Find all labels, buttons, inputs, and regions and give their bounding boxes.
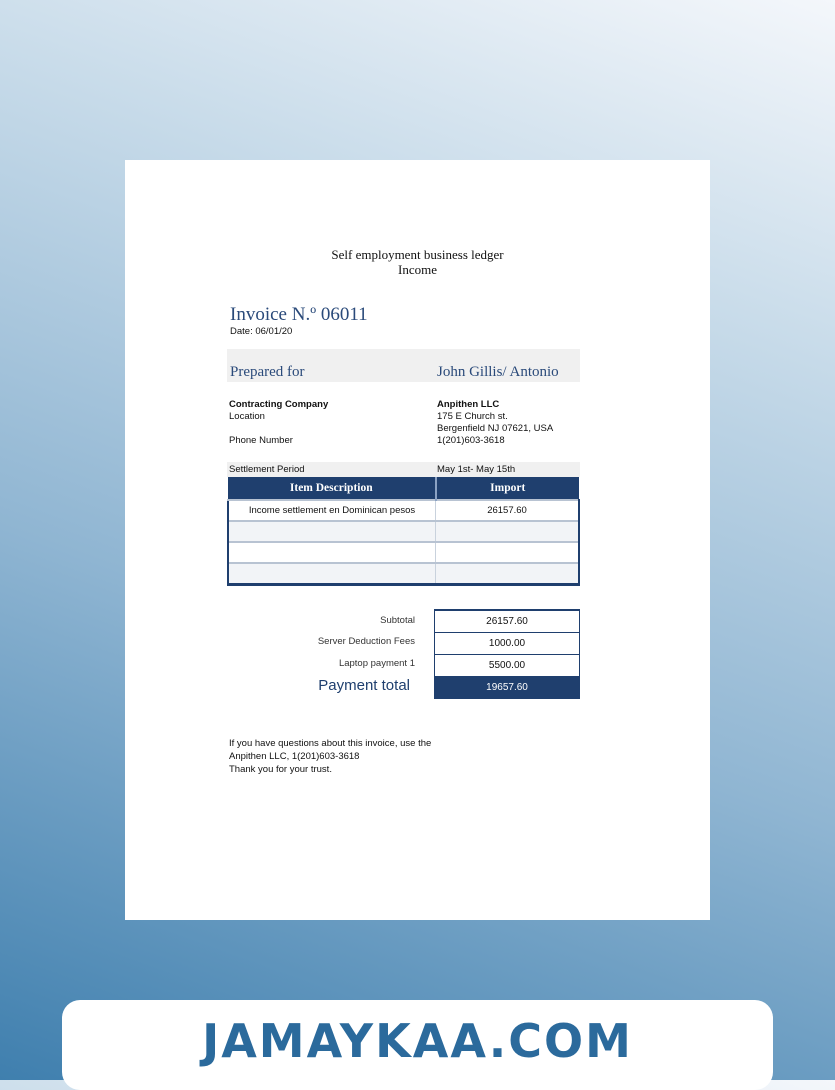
laptop-payment-row: [435, 655, 580, 677]
item-import-cell: [436, 542, 580, 563]
server-deduction-value: 1000.00: [435, 633, 580, 655]
settlement-period-label: Settlement Period: [229, 464, 305, 475]
item-description-cell: [228, 542, 436, 563]
invoice-number-title: Invoice N.º 06011: [230, 304, 368, 325]
company-name: Anpithen LLC: [437, 399, 500, 410]
invoice-note: [229, 737, 431, 776]
invoice-date: Date: 06/01/20: [230, 326, 293, 337]
invoice-document: [125, 160, 710, 920]
subtotal-row: [435, 610, 580, 633]
company-phone: 1(201)603-3618: [437, 435, 505, 446]
prepared-for-label: Prepared for: [230, 364, 305, 380]
company-address-line2: Bergenfield NJ 07621, USA: [437, 423, 554, 434]
prepared-for-name: John Gillis/ Antonio: [437, 364, 559, 380]
items-header-row: [228, 477, 579, 500]
note-line: Thank you for your trust.: [229, 764, 332, 775]
laptop-payment-value: 5500.00: [435, 655, 580, 677]
brand-logo-text: JAMAYKAA.COM: [202, 1014, 633, 1068]
server-deduction-row: [435, 633, 580, 655]
items-table: [227, 477, 580, 586]
header-import: Import: [436, 477, 580, 500]
company-address-line1: 175 E Church st.: [437, 411, 508, 422]
location-label: Location: [229, 411, 265, 422]
payment-total-row: [435, 677, 580, 699]
item-description-cell: [228, 521, 436, 542]
item-import-cell: [436, 521, 580, 542]
note-line: If you have questions about this invoice, use the: [229, 738, 432, 749]
contracting-company-label: Contracting Company: [229, 399, 329, 410]
laptop-payment-label: Laptop payment 1: [338, 658, 415, 669]
note-line: Anpithen LLC, 1(201)603-3618: [229, 751, 360, 762]
phone-number-label: Phone Number: [229, 435, 293, 446]
subtotal-label: Subtotal: [380, 615, 415, 626]
payment-total-value: 19657.60: [435, 677, 580, 699]
document-title: Self employment business ledger: [331, 247, 504, 262]
settlement-period-value: May 1st- May 15th: [437, 464, 516, 475]
payment-total-label: Payment total: [318, 677, 410, 694]
table-row: [228, 563, 579, 585]
totals-table: [434, 609, 580, 699]
item-import-cell: 26157.60: [436, 500, 580, 521]
table-row: [228, 521, 579, 542]
item-import-cell: [436, 563, 580, 585]
header-item-description: Item Description: [228, 477, 436, 500]
brand-banner: [62, 1000, 773, 1090]
subtotal-value: 26157.60: [435, 610, 580, 633]
table-row: [228, 500, 579, 521]
server-deduction-label: Server Deduction Fees: [317, 636, 415, 647]
item-description-cell: [228, 563, 436, 585]
item-description-cell: Income settlement en Dominican pesos: [228, 500, 436, 521]
document-subtitle: Income: [398, 262, 437, 277]
table-row: [228, 542, 579, 563]
